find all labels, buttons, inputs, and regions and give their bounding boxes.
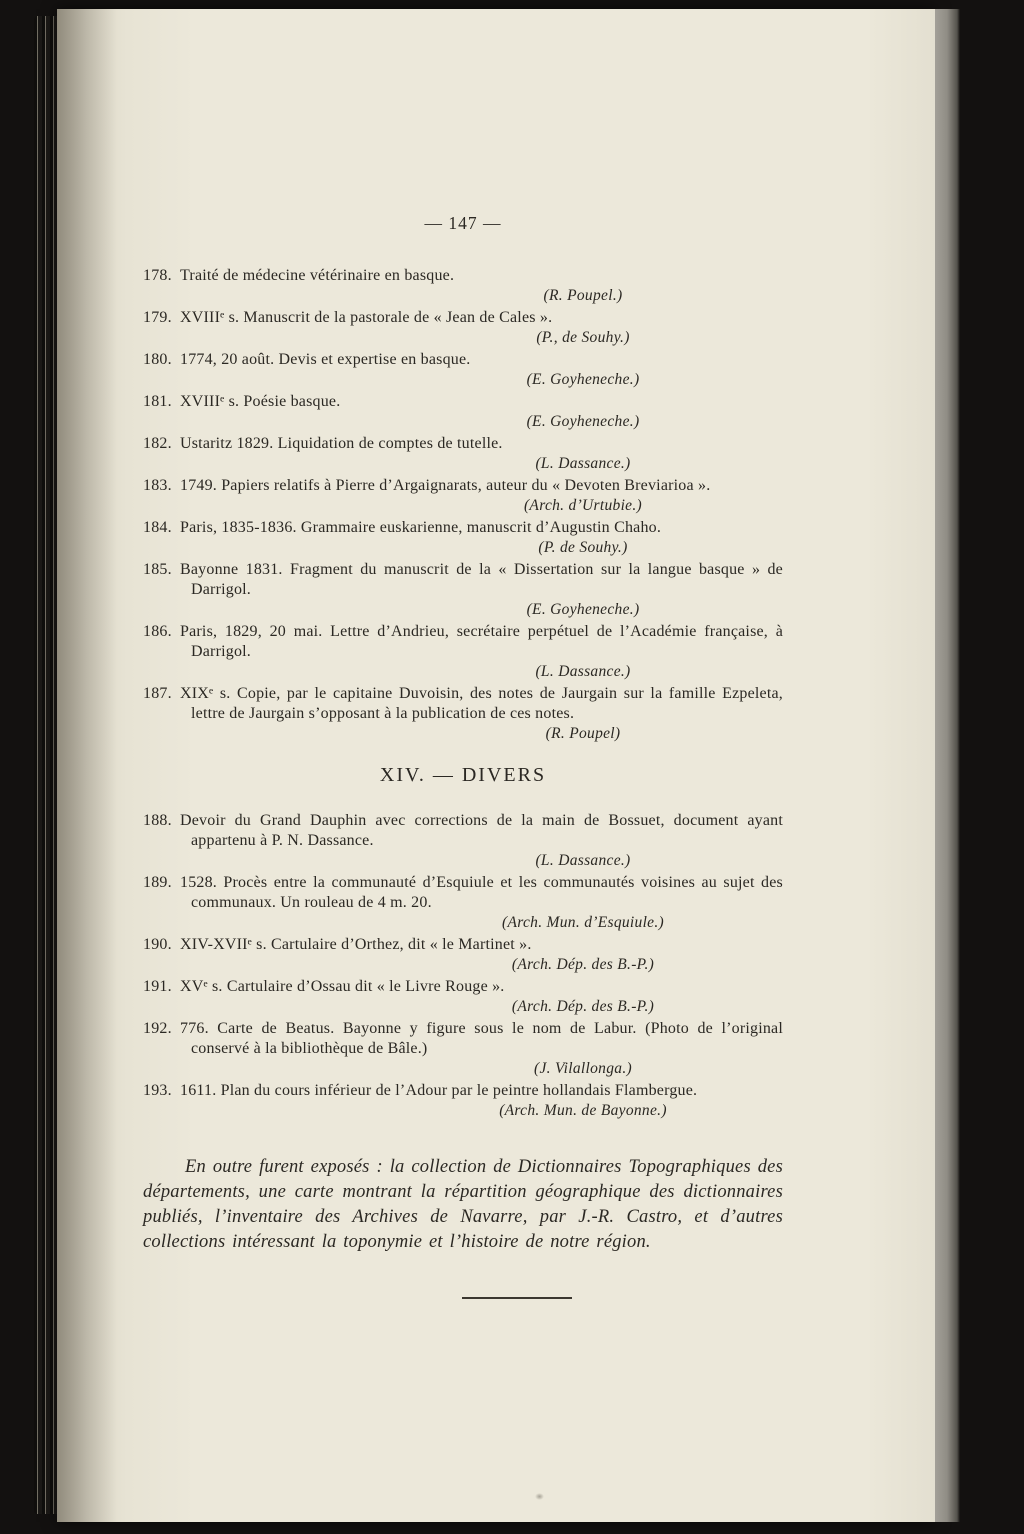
catalog-entry — [143, 518, 783, 558]
section-divider — [462, 1297, 572, 1299]
page-right-edge — [935, 9, 960, 1522]
entry-attribution: (J. Vilallonga.) — [534, 1060, 632, 1077]
entry-line — [143, 1081, 783, 1101]
entry-line — [143, 560, 783, 600]
entry-text: XIXᵉ s. Copie, par le capitaine Duvoisin, des notes de Jaurgain sur la famille Ezpeleta, lettre de Jaurgain s’opposant à la publication de ces notes. — [180, 685, 783, 722]
ink-smudge — [535, 1493, 544, 1500]
entry-text: XVIIIᵉ s. Manuscrit de la pastorale de « Jean de Cales ». — [180, 309, 553, 326]
entry-text: Devoir du Grand Dauphin avec corrections de la main de Bossuet, document ayant appartenu à P. N. Dassance. — [180, 812, 783, 849]
entry-attribution: (Arch. Mun. d’Esquiule.) — [501, 914, 665, 931]
entry-number: 185. — [143, 561, 172, 578]
catalog-entry — [143, 873, 783, 933]
entry-line — [143, 266, 783, 286]
catalog-entry — [143, 266, 783, 306]
entry-number: 186. — [143, 623, 172, 640]
page-content — [143, 213, 783, 1299]
entry-text: 1611. Plan du cours inférieur de l’Adour par le peintre hollandais Flambergue. — [180, 1082, 698, 1099]
entry-attribution: (Arch. Dép. des B.-P.) — [511, 956, 655, 973]
entry-text: 1749. Papiers relatifs à Pierre d’Argaignarats, auteur du « Devoten Breviarioa ». — [180, 477, 711, 494]
entry-number: 178. — [143, 267, 172, 284]
catalog-entry — [143, 811, 783, 871]
entry-number: 193. — [143, 1082, 172, 1099]
catalog-entry — [143, 350, 783, 390]
entry-attribution: (L. Dassance.) — [535, 852, 631, 869]
entry-line — [143, 350, 783, 370]
catalog-entry — [143, 622, 783, 682]
catalog-entries-divers — [143, 811, 783, 1121]
entry-attribution: (E. Goyheneche.) — [526, 601, 640, 618]
catalog-entry — [143, 308, 783, 348]
entry-attribution: (E. Goyheneche.) — [526, 371, 640, 388]
entry-line — [143, 977, 783, 997]
entry-attribution: (Arch. d’Urtubie.) — [523, 497, 643, 514]
entry-number: 179. — [143, 309, 172, 326]
entry-text: 1774, 20 août. Devis et expertise en basque. — [180, 351, 471, 368]
entry-line — [143, 392, 783, 412]
page-number: — 147 — — [424, 213, 502, 233]
catalog-entry — [143, 434, 783, 474]
entry-number: 191. — [143, 978, 172, 995]
catalog-entries-manuscripts — [143, 266, 783, 744]
entry-line — [143, 873, 783, 913]
catalog-entry — [143, 1081, 783, 1121]
entry-attribution: (L. Dassance.) — [535, 663, 631, 680]
entry-text: Ustaritz 1829. Liquidation de comptes de tutelle. — [180, 435, 503, 452]
entry-number: 181. — [143, 393, 172, 410]
catalog-entry — [143, 935, 783, 975]
catalog-entry — [143, 977, 783, 1017]
entry-line — [143, 434, 783, 454]
entry-text: Paris, 1835-1836. Grammaire euskarienne, manuscrit d’Augustin Chaho. — [180, 519, 662, 536]
entry-attribution: (P., de Souhy.) — [536, 329, 630, 346]
entry-text: Bayonne 1831. Fragment du manuscrit de la « Dissertation sur la langue basque » de Darrigol. — [180, 561, 783, 598]
entry-text: XIV-XVIIᵉ s. Cartulaire d’Orthez, dit « le Martinet ». — [180, 936, 532, 953]
entry-attribution: (R. Poupel.) — [543, 287, 623, 304]
entry-text: Paris, 1829, 20 mai. Lettre d’Andrieu, secrétaire perpétuel de l’Académie française, à Darrigol. — [180, 623, 783, 660]
entry-text: Traité de médecine vétérinaire en basque. — [180, 267, 455, 284]
entry-number: 189. — [143, 874, 172, 891]
entry-number: 192. — [143, 1020, 172, 1037]
catalog-entry — [143, 476, 783, 516]
entry-number: 182. — [143, 435, 172, 452]
entry-line — [143, 476, 783, 496]
entry-number: 183. — [143, 477, 172, 494]
entry-line — [143, 518, 783, 538]
spine-shadow — [57, 9, 117, 1522]
entry-line — [143, 684, 783, 724]
entry-number: 187. — [143, 685, 172, 702]
entry-attribution: (E. Goyheneche.) — [526, 413, 640, 430]
entry-number: 188. — [143, 812, 172, 829]
entry-line — [143, 1019, 783, 1059]
entry-attribution: (Arch. Dép. des B.-P.) — [511, 998, 655, 1015]
entry-line — [143, 935, 783, 955]
entry-attribution: (Arch. Mun. de Bayonne.) — [499, 1102, 667, 1119]
catalog-entry — [143, 560, 783, 620]
entry-number: 190. — [143, 936, 172, 953]
entry-text: XVᵉ s. Cartulaire d’Ossau dit « le Livre Rouge ». — [180, 978, 505, 995]
catalog-entry — [143, 1019, 783, 1079]
catalog-entry — [143, 392, 783, 432]
entry-line — [143, 811, 783, 851]
section-heading: XIV. — DIVERS — [379, 764, 547, 786]
entry-number: 184. — [143, 519, 172, 536]
entry-text: 1528. Procès entre la communauté d’Esquiule et les communautés voisines au sujet des communaux. Un rouleau de 4 m. 20. — [180, 874, 783, 911]
entry-number: 180. — [143, 351, 172, 368]
entry-line — [143, 622, 783, 662]
entry-attribution: (L. Dassance.) — [535, 455, 631, 472]
catalog-entry — [143, 684, 783, 744]
page-stack-edges — [34, 16, 57, 1514]
entry-text: 776. Carte de Beatus. Bayonne y figure sous le nom de Labur. (Photo de l’original conservé à la bibliothèque de Bâle.) — [180, 1020, 783, 1057]
entry-text: XVIIIᵉ s. Poésie basque. — [180, 393, 341, 410]
entry-line — [143, 308, 783, 328]
entry-attribution: (P. de Souhy.) — [538, 539, 628, 556]
entry-attribution: (R. Poupel) — [545, 725, 621, 742]
closing-paragraph: En outre furent exposés : la collection de Dictionnaires Topographiques des départements, une carte montrant la répartition géographique des dictionnaires publiés, l’inventaire des Archives de Navarre, par J.-R. Castro, et d’autres collections intéressant la toponymie et l’histoire de notre région. — [143, 1157, 783, 1252]
